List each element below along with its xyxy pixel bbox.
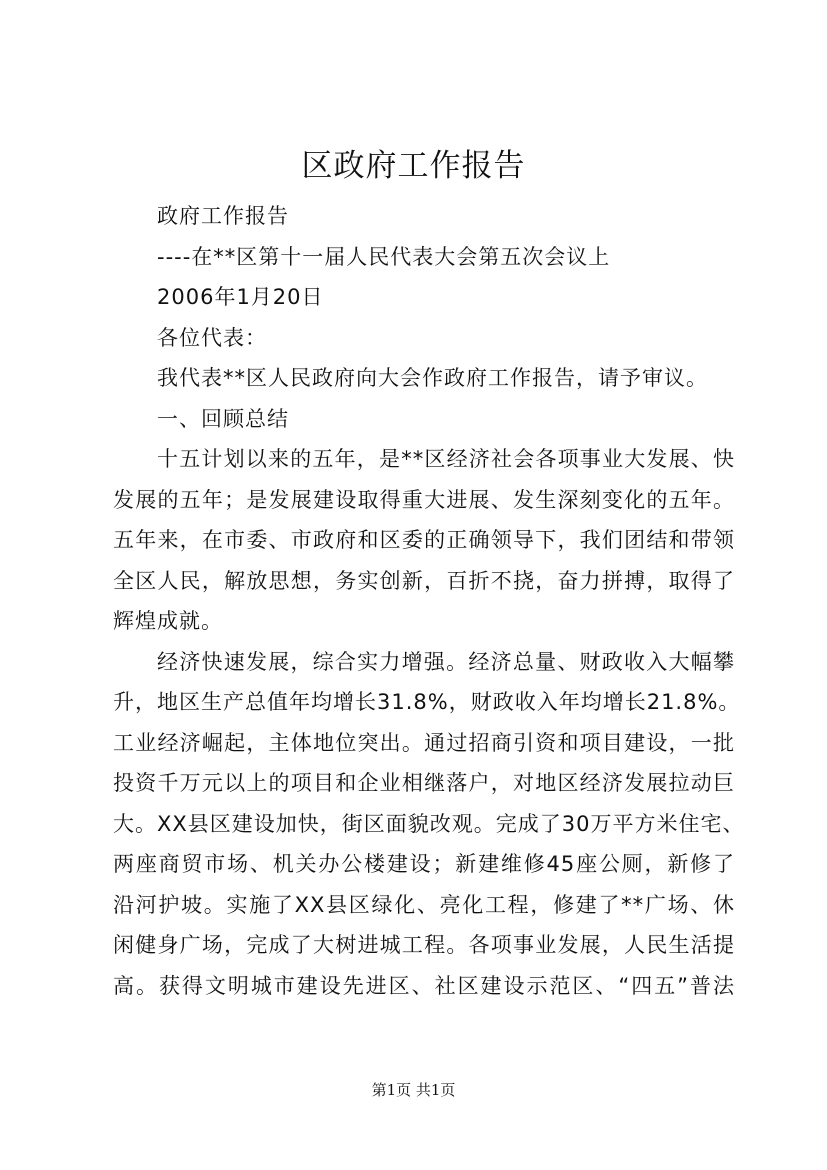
document-body	[113, 196, 745, 1006]
paragraph-line: 升，地区生产总值年均增长31.8%，财政收入年均增长21.8%。	[113, 690, 741, 714]
paragraph-line: 沿河护坡。实施了XX县区绿化、亮化工程，修建了**广场、休	[113, 892, 735, 917]
paragraph-line: 2006年1月20日	[157, 285, 324, 309]
paragraph-line: 五年来，在市委、市政府和区委的正确领导下，我们团结和带领	[113, 528, 735, 552]
document-title: 区政府工作报告	[301, 148, 526, 184]
paragraph-line: 辉煌成就。	[113, 609, 223, 633]
paragraph-line: 十五计划以来的五年，是**区经济社会各项事业大发展、快	[157, 447, 735, 471]
paragraph-line: 工业经济崛起，主体地位突出。通过招商引资和项目建设，一批	[113, 730, 735, 755]
paragraph-line: ----在**区第十一届人民代表大会第五次会议上	[157, 244, 611, 269]
paragraph-line: 投资千万元以上的项目和企业相继落户，对地区经济发展拉动巨	[113, 771, 735, 795]
paragraph-line: 我代表**区人民政府向大会作政府工作报告，请予审议。	[157, 366, 708, 390]
paragraph-line: 大。XX县区建设加快，街区面貌改观。完成了30万平方米住宅、	[113, 811, 745, 836]
paragraph-line: 发展的五年；是发展建设取得重大进展、发生深刻变化的五年。	[113, 487, 735, 512]
paragraph-line: 一、回顾总结	[157, 406, 289, 431]
paragraph-line: 经济快速发展，综合实力增强。经济总量、财政收入大幅攀	[157, 649, 735, 674]
page-footer: 第1页 共1页	[371, 1081, 456, 1099]
paragraph-line: 高。获得文明城市建设先进区、社区建设示范区、“四五”普法	[113, 973, 735, 998]
paragraph-line: 全区人民，解放思想，务实创新，百折不挠，奋力拼搏，取得了	[113, 568, 735, 593]
paragraph-line: 闲健身广场，完成了大树进城工程。各项事业发展，人民生活提	[113, 933, 735, 957]
paragraph-line: 两座商贸市场、机关办公楼建设；新建维修45座公厕，新修了	[113, 852, 735, 876]
paragraph-line: 各位代表：	[157, 325, 267, 350]
paragraph-line: 政府工作报告	[157, 204, 289, 228]
